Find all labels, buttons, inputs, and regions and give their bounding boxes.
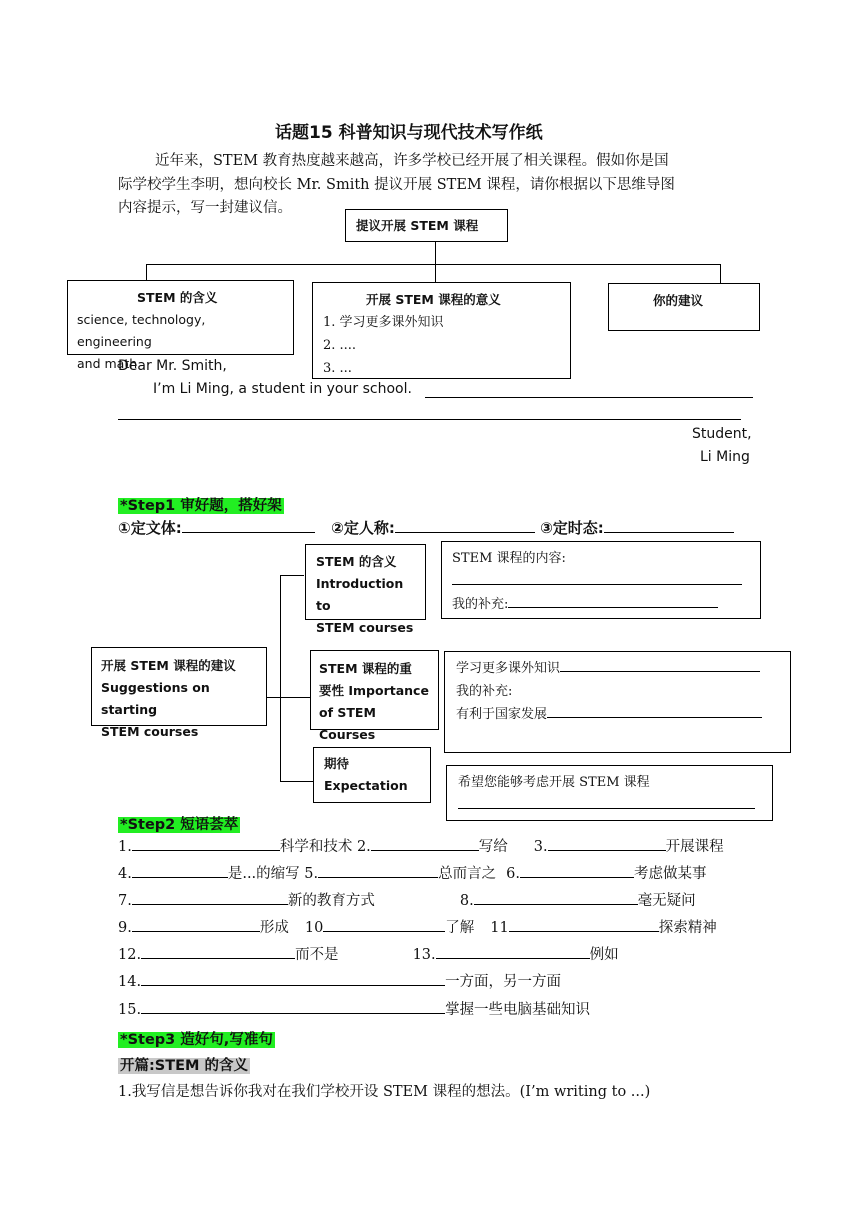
mindmap2-detail-importance bbox=[444, 651, 791, 753]
branch-title: 开展 STEM 课程的意义 bbox=[366, 292, 501, 307]
answer-blank[interactable] bbox=[458, 794, 755, 809]
answer-blank[interactable] bbox=[132, 890, 288, 905]
answer-blank[interactable] bbox=[182, 518, 315, 533]
writing-line bbox=[425, 397, 753, 398]
mindmap1-branch-suggestion: 你的建议 bbox=[608, 283, 760, 331]
answer-blank[interactable] bbox=[474, 890, 638, 905]
answer-blank[interactable] bbox=[547, 703, 762, 718]
branch-title: STEM 的含义 bbox=[137, 290, 218, 305]
answer-blank[interactable] bbox=[509, 917, 659, 932]
branch-line: science, technology, engineering bbox=[77, 312, 206, 349]
detail-line: 我的补充: bbox=[456, 684, 513, 699]
answer-blank[interactable] bbox=[560, 657, 760, 672]
step3-subheading: 开篇:STEM 的含义 bbox=[120, 1058, 249, 1074]
node-line: STEM 的含义 bbox=[316, 554, 397, 569]
answer-blank[interactable] bbox=[141, 999, 445, 1014]
letter-opening: I’m Li Ming, a student in your school. bbox=[153, 381, 412, 397]
node-line: 要性 Importance bbox=[319, 683, 429, 698]
letter-signature: Li Ming bbox=[700, 449, 750, 465]
mindmap1-connector bbox=[720, 264, 721, 284]
detail-line: STEM 课程的内容: bbox=[452, 551, 566, 566]
step3-heading: *Step3 造好句,写准句 bbox=[120, 1032, 273, 1048]
phrase-row-1: 1. 科学和技术 2. 写给 3. 开展课程 bbox=[118, 836, 724, 859]
intro-line-1: 近年来，STEM 教育热度越来越高，许多学校已经开展了相关课程。假如你是国 bbox=[155, 153, 669, 169]
mindmap1-branch-significance bbox=[312, 282, 571, 379]
step2-heading: *Step2 短语荟萃 bbox=[120, 817, 239, 833]
answer-blank[interactable] bbox=[452, 570, 742, 585]
phrase-row-6: 14. 一方面，另一方面 bbox=[118, 971, 561, 994]
answer-blank[interactable] bbox=[395, 518, 535, 533]
mindmap2-detail-expectation bbox=[446, 765, 773, 821]
mindmap2-connector bbox=[267, 697, 310, 698]
mindmap2-node-importance bbox=[310, 650, 439, 742]
detail-line: 我的补充: bbox=[452, 597, 509, 612]
list-item: 1. 学习更多课外知识 bbox=[323, 315, 444, 330]
question-tense: ③定时态: bbox=[540, 519, 604, 537]
answer-blank[interactable] bbox=[141, 971, 445, 986]
detail-line: 学习更多课外知识 bbox=[456, 661, 561, 676]
letter-greeting: Dear Mr. Smith, bbox=[118, 358, 227, 374]
phrase-row-5: 12. 而不是 13. 例如 bbox=[118, 944, 619, 967]
detail-line: 有利于国家发展 bbox=[456, 707, 548, 722]
answer-blank[interactable] bbox=[132, 917, 260, 932]
mindmap2-node-meaning bbox=[305, 544, 426, 635]
mindmap1-connector bbox=[146, 264, 721, 265]
mindmap1-connector bbox=[146, 264, 147, 281]
phrase-row-4: 9. 形成 10 了解 11 探索精神 bbox=[118, 917, 717, 940]
answer-blank[interactable] bbox=[323, 917, 445, 932]
step1-questions bbox=[118, 517, 734, 538]
list-item: 2. .... bbox=[323, 338, 357, 353]
node-line: Suggestions on starting bbox=[101, 680, 210, 717]
answer-blank[interactable] bbox=[132, 863, 228, 878]
answer-blank[interactable] bbox=[548, 836, 666, 851]
mindmap2-bracket bbox=[280, 781, 313, 782]
answer-blank[interactable] bbox=[318, 863, 438, 878]
answer-blank[interactable] bbox=[132, 836, 280, 851]
step3-sentence-1: 1.我写信是想告诉你我对在我们学校开设 STEM 课程的想法。(I’m writing to ...) bbox=[118, 1084, 651, 1100]
mindmap2-bracket bbox=[280, 575, 304, 576]
node-line: 期待 bbox=[324, 756, 350, 771]
node-line: Introduction to bbox=[316, 576, 404, 613]
node-line: Expectation bbox=[324, 778, 408, 793]
answer-blank[interactable] bbox=[508, 593, 718, 608]
intro-line-2: 际学校学生李明，想向校长 Mr. Smith 提议开展 STEM 课程，请你根据以下思维导图 bbox=[118, 177, 675, 193]
answer-blank[interactable] bbox=[604, 518, 734, 533]
node-line: 开展 STEM 课程的建议 bbox=[101, 658, 236, 673]
node-line: STEM 课程的重 bbox=[319, 661, 412, 676]
branch-line: and math bbox=[77, 356, 138, 371]
node-line: of STEM Courses bbox=[319, 705, 376, 742]
answer-blank[interactable] bbox=[371, 836, 479, 851]
mindmap1-root: 提议开展 STEM 课程 bbox=[345, 209, 508, 242]
step1-heading: *Step1 审好题，搭好架 bbox=[120, 498, 282, 514]
letter-signoff: Student, bbox=[692, 426, 752, 442]
phrase-row-3: 7. 新的教育方式 8. 毫无疑问 bbox=[118, 890, 696, 913]
question-person: ②定人称: bbox=[331, 519, 395, 537]
writing-line bbox=[118, 419, 741, 420]
mindmap2-node-expectation bbox=[313, 747, 431, 803]
detail-line: 希望您能够考虑开展 STEM 课程 bbox=[458, 775, 650, 790]
answer-blank[interactable] bbox=[141, 944, 295, 959]
phrase-row-2: 4. 是...的缩写 5. 总而言之 6. 考虑做某事 bbox=[118, 863, 706, 886]
mindmap2-bracket bbox=[280, 575, 281, 781]
mindmap2-root bbox=[91, 647, 267, 739]
intro-line-3: 内容提示，写一封建议信。 bbox=[118, 200, 292, 216]
phrase-row-7: 15. 掌握一些电脑基础知识 bbox=[118, 999, 590, 1022]
mindmap1-connector bbox=[435, 264, 436, 283]
page-title: 话题15 科普知识与现代技术写作纸 bbox=[275, 123, 543, 143]
answer-blank[interactable] bbox=[520, 863, 634, 878]
question-genre: ①定文体: bbox=[118, 519, 182, 537]
node-line: STEM courses bbox=[101, 724, 199, 739]
list-item: 3. ... bbox=[323, 361, 352, 376]
mindmap1-connector bbox=[435, 242, 436, 264]
node-line: STEM courses bbox=[316, 620, 414, 635]
mindmap2-detail-content bbox=[441, 541, 761, 619]
answer-blank[interactable] bbox=[436, 944, 590, 959]
